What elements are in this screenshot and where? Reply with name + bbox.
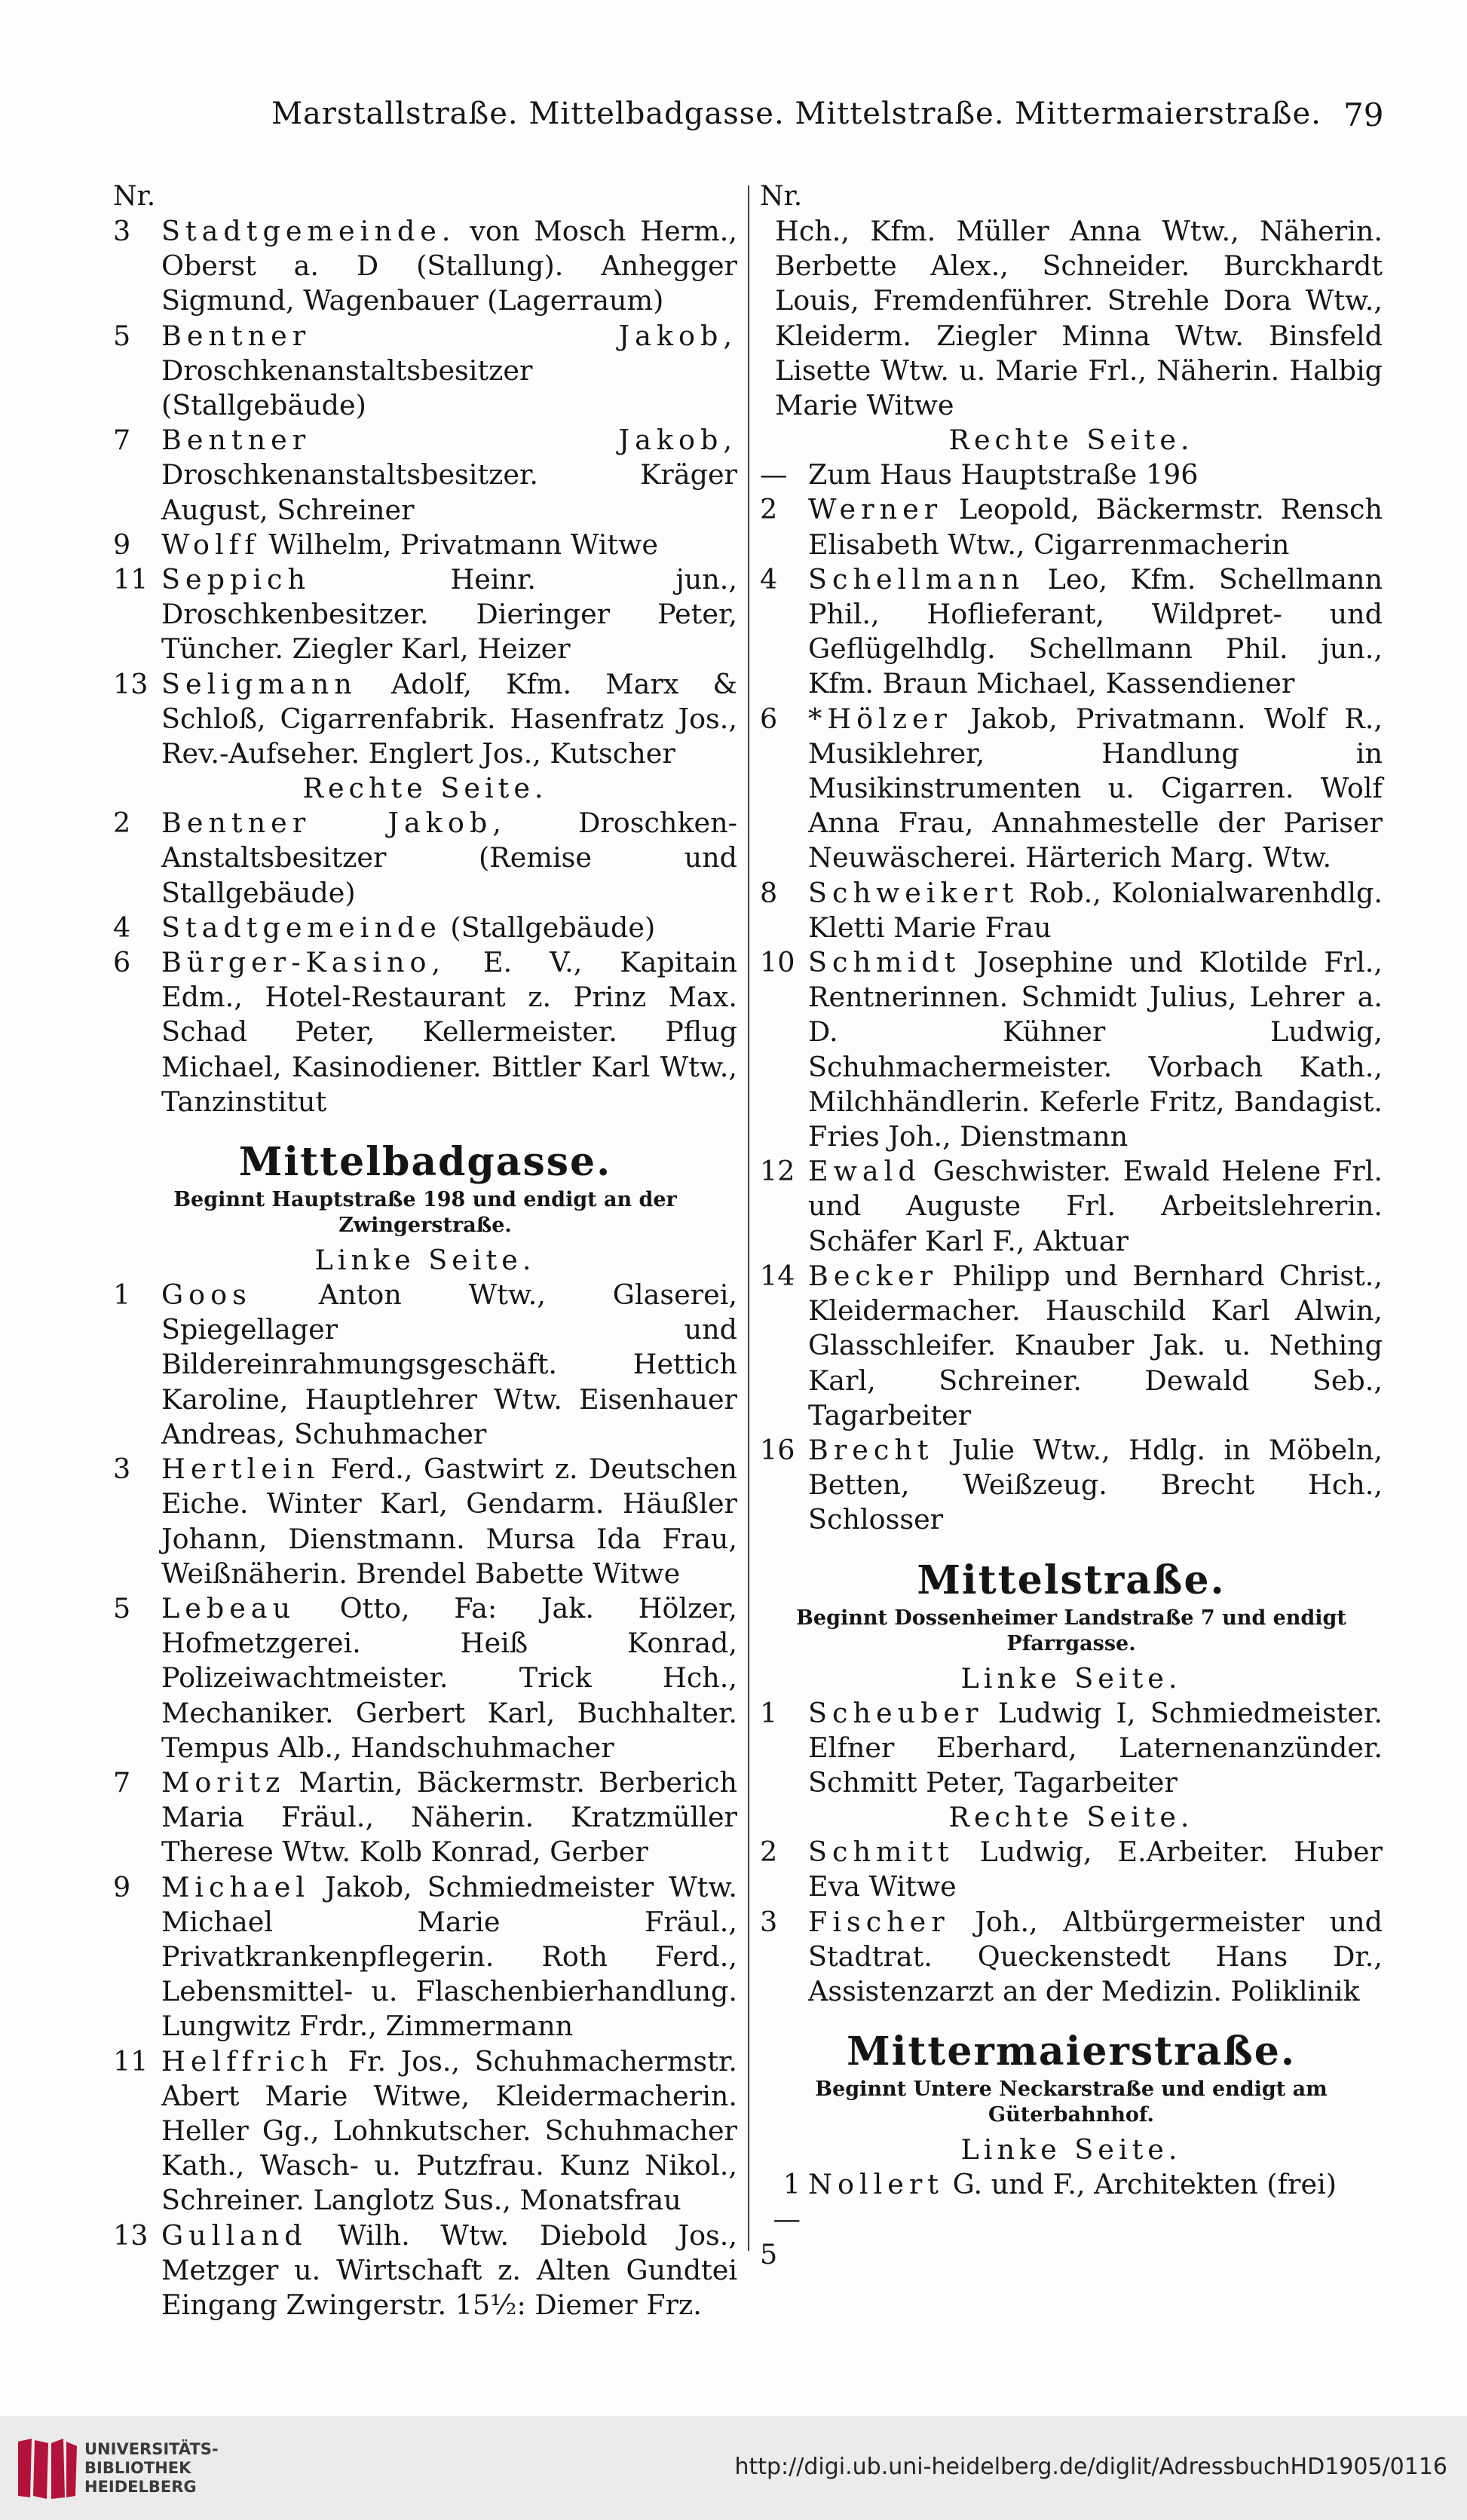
entry-text bbox=[808, 1433, 1383, 1538]
entry-list bbox=[113, 1278, 737, 2323]
address-entry bbox=[113, 1452, 737, 1591]
entry-text bbox=[161, 1765, 737, 1870]
resident-name: Lebeau bbox=[161, 1591, 296, 1624]
resident-details: Otto, Fa: Jak. Hölzer, Hofmetzgerei. Heiß Konrad, Polizeiwachtmeister. Trick Hch., Mechaniker. Gerbert Karl, Buchhalter. Tempus Alb., Handschuhmacher bbox=[161, 1591, 737, 1764]
address-entry bbox=[760, 876, 1383, 945]
resident-details: E. V., Kapitain Edm., Hotel-Restaurant z. Prinz Max. Schad Peter, Kellermeister. Pflug Michael, Kasinodiener. Bittler Karl Wtw., Tanzinstitut bbox=[161, 946, 737, 1118]
entry-text bbox=[161, 423, 737, 528]
side-heading: Linke Seite. bbox=[960, 2133, 1182, 2166]
resident-details: (Stallgebäude) bbox=[441, 911, 656, 944]
entry-text bbox=[808, 876, 1383, 945]
address-entry bbox=[760, 1696, 1383, 1801]
address-entry bbox=[113, 423, 737, 528]
address-entry bbox=[113, 945, 737, 1119]
entry-text bbox=[808, 1259, 1383, 1433]
entry-text bbox=[808, 2167, 1383, 2202]
resident-name: Schmidt bbox=[808, 946, 961, 979]
nr-label: Nr. bbox=[760, 181, 803, 212]
entry-text bbox=[161, 1278, 737, 1452]
resident-details: Fr. Jos., Schuhmachermstr. Abert Marie Witwe, Kleidermacherin. Heller Gg., Lohnkutscher. Schuhmacher Kath., Wasch- u. Putzfrau. Kunz Nikol., Schreiner. Langlotz Sus., Monatsfrau bbox=[161, 2044, 737, 2217]
entry-text bbox=[808, 945, 1383, 1154]
resident-details: von Mosch Herm., Oberst a. D (Stallung). Anhegger Sigmund, Wagenbauer (Lagerraum) bbox=[161, 215, 737, 317]
street-description: Beginnt Untere Neckarstraße und endigt am Güterbahnhof. bbox=[815, 2078, 1328, 2127]
resident-details: Adolf, Kfm. Marx & Schloß, Cigarrenfabrik. Hasenfratz Jos., Rev.-Aufseher. Englert Jos., Kutscher bbox=[161, 667, 737, 770]
entry-text bbox=[161, 911, 737, 945]
resident-details: Ludwig, E.Arbeiter. Huber Eva Witwe bbox=[808, 1836, 1383, 1903]
house-number: 10 bbox=[760, 946, 795, 979]
right-column bbox=[760, 179, 1383, 2270]
resident-details: Droschken-Anstaltsbesitzer (Remise und Stallgebäude) bbox=[161, 807, 737, 909]
address-entry bbox=[113, 214, 737, 319]
house-number: 13 bbox=[113, 667, 149, 700]
entry-text bbox=[808, 1696, 1383, 1801]
entry-list bbox=[760, 1696, 1383, 1801]
resident-details: Martin, Bäckermstr. Berberich Maria Fräul., Näherin. Kratzmüller Therese Wtw. Kolb Konrad, Gerber bbox=[161, 1765, 737, 1869]
address-entry bbox=[113, 1278, 737, 1452]
page-number: 79 bbox=[1343, 96, 1384, 133]
house-number: 3 bbox=[760, 1905, 778, 1938]
resident-details: Jakob, Schmiedmeister Wtw. Michael Marie Fräul., Privatkrankenpflegerin. Roth Ferd., Lebensmittel- u. Flaschenbierhandlung. Lungwitz Frdr., Zimmermann bbox=[161, 1870, 737, 2043]
entry-list bbox=[760, 458, 1383, 1537]
resident-name: *Hölzer bbox=[808, 702, 953, 735]
resident-name: Seppich bbox=[161, 563, 311, 596]
house-number: — bbox=[760, 458, 788, 491]
entry-text bbox=[808, 1905, 1383, 2010]
entry-text bbox=[161, 667, 737, 772]
street-description: Beginnt Hauptstraße 198 und endigt an der Zwingerstraße. bbox=[173, 1188, 677, 1238]
address-entry bbox=[760, 702, 1383, 876]
entry-text bbox=[161, 1452, 737, 1591]
house-number: 4 bbox=[113, 911, 131, 944]
house-number: 6 bbox=[760, 702, 778, 735]
nr-label: Nr. bbox=[113, 181, 156, 212]
entry-text bbox=[161, 562, 737, 667]
resident-name: Fischer bbox=[808, 1905, 950, 1938]
entry-list bbox=[760, 2167, 1383, 2270]
entry-text bbox=[161, 1591, 737, 1765]
resident-details: Zum Haus Hauptstraße 196 bbox=[808, 458, 1199, 491]
resident-details: Geschwister. Ewald Helene Frl. und Auguste Frl. Arbeitslehrerin. Schäfer Karl F., Aktuar bbox=[808, 1155, 1383, 1257]
side-heading: Linke Seite. bbox=[314, 1244, 536, 1277]
resident-name: Ewald bbox=[808, 1155, 921, 1188]
entry-text bbox=[161, 2044, 737, 2218]
address-entry bbox=[760, 1905, 1383, 2010]
entry-text bbox=[161, 319, 737, 424]
address-entry bbox=[113, 1591, 737, 1765]
resident-details: Wilh. Wtw. Diebold Jos., Metzger u. Wirtschaft z. Alten Gundtei Eingang Zwingerstr. 15½: Diemer Frz. bbox=[161, 2218, 737, 2321]
address-entry bbox=[760, 2167, 1383, 2270]
address-entry bbox=[760, 562, 1383, 702]
entry-list bbox=[760, 1835, 1383, 2009]
house-number: 3 bbox=[113, 215, 131, 247]
address-entry bbox=[760, 1433, 1383, 1538]
house-number: 8 bbox=[760, 876, 778, 909]
resident-name: Seligmann bbox=[161, 667, 357, 700]
house-number: 2 bbox=[760, 1836, 778, 1869]
resident-details: Philipp und Bernhard Christ., Kleidermacher. Hauschild Karl Alwin, Glasschleifer. Knauber Jak. u. Nething Karl, Schreiner. Dewald Seb., Tagarbeiter bbox=[808, 1259, 1383, 1431]
entry-text bbox=[808, 492, 1383, 562]
street-description: Beginnt Dossenheimer Landstraße 7 und endigt Pfarrgasse. bbox=[796, 1606, 1346, 1655]
entry-text bbox=[161, 945, 737, 1119]
resident-name: Gulland bbox=[161, 2218, 308, 2252]
address-entry bbox=[113, 1870, 737, 2044]
house-number: 5 bbox=[113, 319, 131, 352]
entry-text bbox=[808, 562, 1383, 702]
side-heading: Rechte Seite. bbox=[302, 772, 548, 805]
address-entry bbox=[113, 2044, 737, 2218]
running-title: Marstallstraße. Mittelbadgasse. Mittelstraße. Mittermaierstraße. bbox=[271, 96, 1322, 131]
entry-text bbox=[161, 214, 737, 319]
resident-details: Ferd., Gastwirt z. Deutschen Eiche. Winter Karl, Gendarm. Häußler Johann, Dienstmann. Mursa Ida Frau, Weißnäherin. Brendel Babette Witwe bbox=[161, 1453, 737, 1590]
resident-name: Scheuber bbox=[808, 1696, 984, 1729]
house-number: 13 bbox=[113, 2218, 149, 2252]
street-title: Mittelstraße. bbox=[917, 1557, 1226, 1603]
resident-details: Josephine und Klotilde Frl., Rentnerinnen. Schmidt Julius, Lehrer a. D. Kühner Ludwig, Schuhmachermeister. Vorbach Kath., Milchhändlerin. Keferle Fritz, Bandagist. Fries Joh., Dienstmann bbox=[808, 946, 1383, 1153]
address-entry bbox=[760, 1259, 1383, 1433]
resident-name: Bentner Jakob, bbox=[161, 807, 507, 840]
resident-name: Schweikert bbox=[808, 876, 1019, 909]
resident-name: Bürger-Kasino, bbox=[161, 946, 446, 979]
address-entry bbox=[113, 528, 737, 562]
house-number: 2 bbox=[760, 493, 778, 526]
entry-text: Hch., Kfm. Müller Anna Wtw., Näherin. Berbette Alex., Schneider. Burckhardt Louis, Fremdenführer. Strehle Dora Wtw., Kleiderm. Ziegler Minna Wtw. Binsfeld Lisette Wtw. u. Marie Frl., Näherin. Halbig Marie Witwe bbox=[775, 215, 1383, 422]
entry-text bbox=[808, 702, 1383, 876]
house-number: 6 bbox=[113, 946, 131, 979]
resident-name: Nollert bbox=[808, 2168, 944, 2201]
resident-details: Joh., Altbürgermeister und Stadtrat. Queckenstedt Hans Dr., Assistenzarzt an der Medizin. Poliklinik bbox=[808, 1905, 1383, 2007]
left-column bbox=[113, 179, 737, 2323]
resident-name: Wolff bbox=[161, 528, 260, 561]
entry-text bbox=[161, 528, 737, 562]
house-number: 4 bbox=[760, 562, 778, 596]
resident-details: Julie Wtw., Hdlg. in Möbeln, Betten, Weißzeug. Brecht Hch., Schlosser bbox=[808, 1433, 1383, 1536]
address-entry bbox=[113, 1765, 737, 1870]
entry-list bbox=[113, 214, 737, 771]
resident-name: Goos bbox=[161, 1278, 252, 1312]
address-entry bbox=[113, 562, 737, 667]
logo-text: UNIVERSITÄTS- BIBLIOTHEK HEIDELBERG bbox=[84, 2440, 219, 2496]
resident-details: Droschkenanstaltsbesitzer. Kräger August, Schreiner bbox=[161, 458, 737, 526]
resident-details: Rob., Kolonialwarenhdlg. Kletti Marie Frau bbox=[808, 876, 1383, 944]
entry-text bbox=[808, 1835, 1383, 1904]
side-heading: Linke Seite. bbox=[960, 1661, 1182, 1695]
footer-bar bbox=[0, 2416, 1467, 2520]
house-number: 14 bbox=[760, 1259, 795, 1292]
address-entry bbox=[760, 458, 1383, 492]
address-entry bbox=[760, 1835, 1383, 1904]
house-number: 1—5 bbox=[760, 2168, 801, 2270]
entry-list bbox=[113, 806, 737, 1119]
resident-details: Leopold, Bäckermstr. Rensch Elisabeth Wtw., Cigarrenmacherin bbox=[808, 493, 1383, 561]
resident-name: Becker bbox=[808, 1259, 939, 1292]
resident-name: Hertlein bbox=[161, 1453, 320, 1486]
house-number: 7 bbox=[113, 424, 131, 457]
house-number: 9 bbox=[113, 528, 131, 561]
resident-details: G. und F., Architekten (frei) bbox=[943, 2168, 1337, 2201]
address-entry bbox=[113, 667, 737, 772]
address-entry bbox=[113, 319, 737, 424]
resident-name: Moritz bbox=[161, 1765, 286, 1799]
resident-name: Bentner Jakob, bbox=[161, 319, 737, 352]
house-number: 3 bbox=[113, 1453, 131, 1486]
house-number: 1 bbox=[760, 1696, 778, 1729]
house-number: 7 bbox=[113, 1765, 131, 1799]
street-title: Mittermaierstraße. bbox=[847, 2029, 1296, 2075]
resident-details: Leo, Kfm. Schellmann Phil., Hoflieferant, Wildpret- und Geflügelhdlg. Schellmann Phil. jun., Kfm. Braun Michael, Kassendiener bbox=[808, 562, 1383, 700]
resident-name: Stadtgemeinde bbox=[161, 911, 442, 944]
resident-name: Bentner Jakob, bbox=[161, 424, 737, 457]
street-title: Mittelbadgasse. bbox=[238, 1139, 612, 1186]
house-number: 12 bbox=[760, 1155, 795, 1188]
address-entry bbox=[113, 911, 737, 945]
source-url[interactable]: http://digi.ub.uni-heidelberg.de/diglit/AdressbuchHD1905/0116 bbox=[734, 2454, 1447, 2480]
entry-text bbox=[161, 1870, 737, 2044]
address-entry bbox=[760, 492, 1383, 562]
house-number: 5 bbox=[113, 1591, 131, 1624]
entry-text bbox=[161, 806, 737, 911]
entry-text bbox=[808, 458, 1383, 492]
resident-name: Werner bbox=[808, 493, 943, 526]
address-entry bbox=[113, 2218, 737, 2323]
house-number: 1 bbox=[113, 1278, 131, 1312]
resident-details: Jakob, Privatmann. Wolf R., Musiklehrer, Handlung in Musikinstrumenten u. Cigarren. Wolf Anna Frau, Annahmestelle der Pariser Neuwäscherei. Härterich Marg. Wtw. bbox=[808, 702, 1383, 874]
entry-text bbox=[161, 2218, 737, 2323]
resident-details: Ludwig I, Schmiedmeister. Elfner Eberhard, Laternenanzünder. Schmitt Peter, Tagarbeiter bbox=[808, 1696, 1383, 1799]
address-entry bbox=[113, 806, 737, 911]
house-number: 2 bbox=[113, 807, 131, 840]
resident-name: Schmitt bbox=[808, 1836, 954, 1869]
entry-text bbox=[808, 1154, 1383, 1259]
address-entry bbox=[760, 1154, 1383, 1259]
continuation-entry bbox=[760, 214, 1383, 423]
resident-name: Stadtgemeinde. bbox=[161, 215, 456, 247]
resident-name: Brecht bbox=[808, 1433, 934, 1466]
house-number: 16 bbox=[760, 1433, 795, 1466]
column-divider bbox=[748, 185, 749, 2251]
university-library-logo-icon bbox=[15, 2436, 80, 2500]
side-heading: Rechte Seite. bbox=[948, 424, 1194, 457]
resident-name: Schellmann bbox=[808, 562, 1025, 596]
house-number: 11 bbox=[113, 563, 149, 596]
house-number: 9 bbox=[113, 1870, 131, 1903]
house-number: 11 bbox=[113, 2044, 149, 2078]
resident-details: Wilhelm, Privatmann Witwe bbox=[259, 528, 658, 561]
side-heading: Rechte Seite. bbox=[948, 1801, 1194, 1834]
resident-details: Heinr. jun., Droschkenbesitzer. Dieringer Peter, Tüncher. Ziegler Karl, Heizer bbox=[161, 563, 737, 666]
address-entry bbox=[760, 945, 1383, 1154]
resident-name: Helffrich bbox=[161, 2044, 334, 2078]
resident-name: Michael bbox=[161, 1870, 311, 1903]
resident-details: Droschkenanstaltsbesitzer (Stallgebäude) bbox=[161, 354, 533, 422]
resident-details: Anton Wtw., Glaserei, Spiegellager und Bildereinrahmungsgeschäft. Hettich Karoline, Hauptlehrer Wtw. Eisenhauer Andreas, Schuhmacher bbox=[161, 1278, 737, 1450]
